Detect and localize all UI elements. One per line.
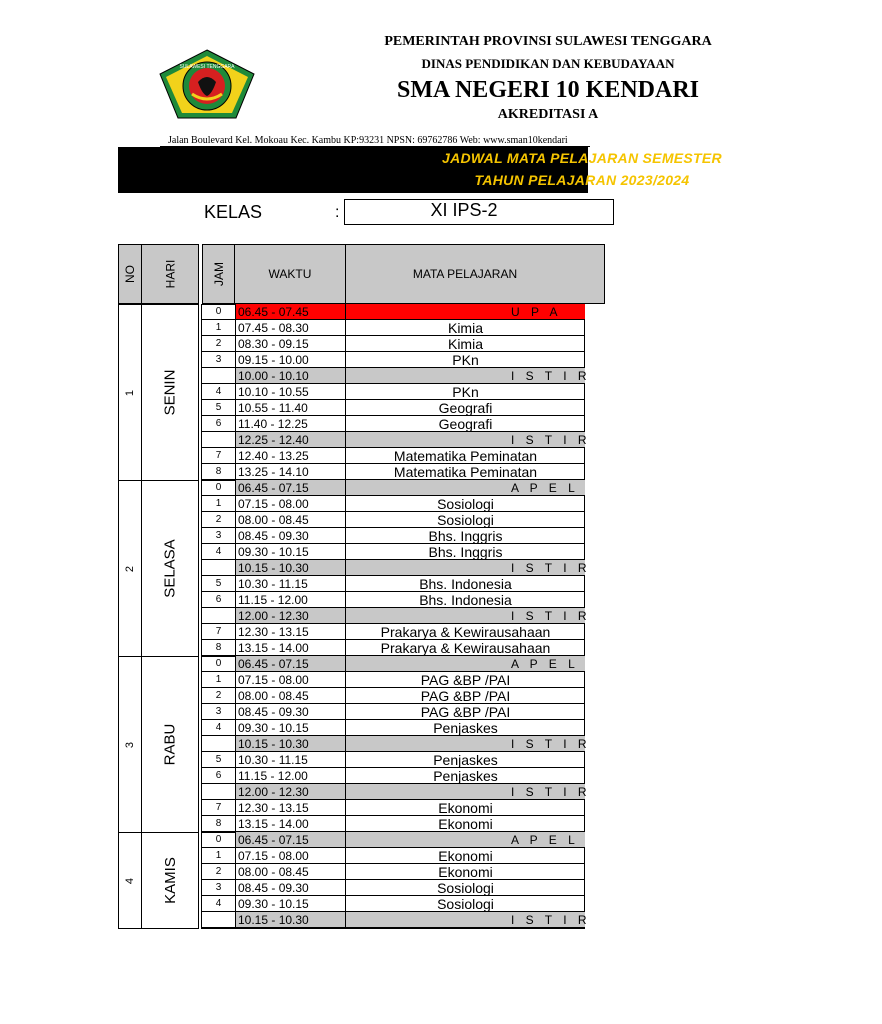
government-line: PEMERINTAH PROVINSI SULAWESI TENGGARA (384, 34, 712, 49)
jam-cell (202, 432, 235, 448)
break-cell: A P E L (345, 656, 585, 672)
subject-cell: PAG &BP /PAI (345, 688, 585, 704)
kelas-colon: : (335, 204, 340, 221)
jam-cell (202, 560, 235, 576)
logo-text: SULAWESI TENGGARA (179, 64, 235, 70)
time-cell: 08.00 - 08.45 (235, 864, 345, 880)
time-cell: 09.30 - 10.15 (235, 896, 345, 912)
time-cell: 11.15 - 12.00 (235, 768, 345, 784)
break-cell: U P A (345, 304, 585, 320)
jam-cell: 3 (202, 880, 235, 896)
subject-cell: PKn (345, 384, 585, 400)
day-number (118, 656, 142, 833)
subject-cell: Bhs. Indonesia (345, 592, 585, 608)
subject-cell: Ekonomi (345, 864, 585, 880)
time-cell: 12.25 - 12.40 (235, 432, 345, 448)
header-mapel-label: MATA PELAJARAN (412, 267, 518, 281)
time-cell: 08.45 - 09.30 (235, 704, 345, 720)
time-cell: 07.45 - 08.30 (235, 320, 345, 336)
subject-cell: PKn (345, 352, 585, 368)
time-cell: 13.25 - 14.10 (235, 464, 345, 480)
jam-cell: 1 (202, 672, 235, 688)
jam-cell: 2 (202, 336, 235, 352)
break-cell: A P E L (345, 480, 585, 496)
day-number (118, 832, 142, 929)
header-no-label: NO (123, 265, 137, 283)
subject-cell: PAG &BP /PAI (345, 704, 585, 720)
jam-cell: 6 (202, 416, 235, 432)
time-cell: 10.55 - 11.40 (235, 400, 345, 416)
break-cell: I S T I R (345, 736, 585, 752)
jam-cell: 4 (202, 896, 235, 912)
jam-cell: 0 (202, 656, 235, 672)
time-cell: 10.30 - 11.15 (235, 752, 345, 768)
time-cell: 06.45 - 07.15 (235, 832, 345, 848)
day-number (118, 304, 142, 481)
time-cell: 07.15 - 08.00 (235, 848, 345, 864)
day-name (141, 304, 199, 481)
time-cell: 10.15 - 10.30 (235, 736, 345, 752)
header-mapel (345, 244, 605, 304)
time-cell: 07.15 - 08.00 (235, 496, 345, 512)
subject-cell: PAG &BP /PAI (345, 672, 585, 688)
day-name (141, 480, 199, 657)
time-cell: 10.00 - 10.10 (235, 368, 345, 384)
subject-cell: Bhs. Inggris (345, 528, 585, 544)
time-cell: 08.00 - 08.45 (235, 512, 345, 528)
subject-cell: Prakarya & Kewirausahaan (345, 624, 585, 640)
header-no (118, 244, 142, 304)
time-cell: 08.00 - 08.45 (235, 688, 345, 704)
subject-cell: Kimia (345, 320, 585, 336)
day-number-label: 2 (124, 565, 136, 572)
time-cell: 12.00 - 12.30 (235, 784, 345, 800)
day-number-label: 3 (124, 741, 136, 748)
time-cell: 10.10 - 10.55 (235, 384, 345, 400)
jam-cell: 1 (202, 320, 235, 336)
jam-cell: 7 (202, 448, 235, 464)
day-name (141, 656, 199, 833)
header-jam (202, 244, 235, 304)
header-waktu (234, 244, 346, 304)
subject-cell: Ekonomi (345, 816, 585, 832)
subject-cell: Ekonomi (345, 848, 585, 864)
time-cell: 06.45 - 07.15 (235, 656, 345, 672)
subject-cell: Matematika Peminatan (345, 464, 585, 480)
jam-cell: 0 (202, 480, 235, 496)
subject-cell: Bhs. Indonesia (345, 576, 585, 592)
time-cell: 07.15 - 08.00 (235, 672, 345, 688)
jam-cell: 0 (202, 832, 235, 848)
time-cell: 06.45 - 07.15 (235, 480, 345, 496)
time-cell: 13.15 - 14.00 (235, 816, 345, 832)
time-cell: 08.45 - 09.30 (235, 880, 345, 896)
time-cell: 10.15 - 10.30 (235, 912, 345, 928)
time-cell: 09.15 - 10.00 (235, 352, 345, 368)
jam-cell: 6 (202, 592, 235, 608)
break-cell: I S T I R (345, 608, 585, 624)
jam-cell (202, 368, 235, 384)
jam-cell: 3 (202, 528, 235, 544)
day-name-label: RABU (161, 723, 179, 766)
subject-cell: Penjaskes (345, 768, 585, 784)
jam-cell: 4 (202, 720, 235, 736)
subject-cell: Ekonomi (345, 800, 585, 816)
time-cell: 12.40 - 13.25 (235, 448, 345, 464)
jam-cell (202, 912, 235, 928)
subject-cell: Sosiologi (345, 496, 585, 512)
time-cell: 12.30 - 13.15 (235, 800, 345, 816)
banner-title: JADWAL MATA PELAJARAN SEMESTER (442, 150, 722, 166)
jam-cell: 2 (202, 512, 235, 528)
subject-cell: Penjaskes (345, 752, 585, 768)
jam-cell: 0 (202, 304, 235, 320)
break-cell: I S T I R (345, 368, 585, 384)
province-logo-icon (158, 48, 256, 120)
time-cell: 10.30 - 11.15 (235, 576, 345, 592)
time-cell: 13.15 - 14.00 (235, 640, 345, 656)
kelas-value: XI IPS-2 (430, 200, 498, 220)
break-cell: I S T I R (345, 784, 585, 800)
jam-cell: 2 (202, 688, 235, 704)
subject-cell: Kimia (345, 336, 585, 352)
header-hari (141, 244, 199, 304)
jam-cell: 1 (202, 848, 235, 864)
day-number (118, 480, 142, 657)
jam-cell (202, 784, 235, 800)
department-line: DINAS PENDIDIKAN DAN KEBUDAYAAN (421, 56, 675, 71)
time-cell: 06.45 - 07.45 (235, 304, 345, 320)
header-jam-label: JAM (211, 262, 226, 286)
break-cell: I S T I R (345, 912, 585, 928)
jam-cell: 6 (202, 768, 235, 784)
day-name-label: KAMIS (161, 857, 179, 904)
subject-cell: Geografi (345, 416, 585, 432)
break-cell: A P E L (345, 832, 585, 848)
subject-cell: Geografi (345, 400, 585, 416)
subject-cell: Sosiologi (345, 896, 585, 912)
jam-cell: 1 (202, 496, 235, 512)
jam-cell: 4 (202, 544, 235, 560)
time-cell: 11.15 - 12.00 (235, 592, 345, 608)
day-name (141, 832, 199, 929)
subject-cell: Prakarya & Kewirausahaan (345, 640, 585, 656)
jam-cell: 2 (202, 864, 235, 880)
subject-cell: Sosiologi (345, 880, 585, 896)
time-cell: 08.30 - 09.15 (235, 336, 345, 352)
time-cell: 12.30 - 13.15 (235, 624, 345, 640)
jam-cell: 5 (202, 576, 235, 592)
break-cell: I S T I R (345, 560, 585, 576)
break-cell: I S T I R (345, 432, 585, 448)
subject-cell: Bhs. Inggris (345, 544, 585, 560)
jam-cell: 5 (202, 400, 235, 416)
jam-cell (202, 608, 235, 624)
header-waktu-label: WAKTU (268, 267, 312, 281)
school-name: SMA NEGERI 10 KENDARI (396, 77, 700, 103)
day-number-label: 4 (124, 877, 136, 884)
banner-year: TAHUN PELAJARAN 2023/2024 (474, 172, 690, 188)
jam-cell: 8 (202, 816, 235, 832)
day-name-label: SELASA (161, 539, 179, 598)
jam-cell (202, 736, 235, 752)
time-cell: 11.40 - 12.25 (235, 416, 345, 432)
jam-cell: 4 (202, 384, 235, 400)
jam-cell: 8 (202, 464, 235, 480)
school-address: Jalan Boulevard Kel. Mokoau Kec. Kambu KP:93231 NPSN: 69762786 Web: www.sman10kendari (168, 135, 568, 146)
header-hari-label: HARI (162, 259, 177, 289)
day-number-label: 1 (124, 389, 136, 396)
day-name-label: SENIN (161, 369, 179, 416)
jam-cell: 3 (202, 704, 235, 720)
accreditation: AKREDITASI A (497, 107, 599, 122)
subject-cell: Sosiologi (345, 512, 585, 528)
subject-cell: Penjaskes (345, 720, 585, 736)
jam-cell: 3 (202, 352, 235, 368)
time-cell: 09.30 - 10.15 (235, 720, 345, 736)
subject-cell: Matematika Peminatan (345, 448, 585, 464)
time-cell: 09.30 - 10.15 (235, 544, 345, 560)
time-cell: 12.00 - 12.30 (235, 608, 345, 624)
time-cell: 08.45 - 09.30 (235, 528, 345, 544)
jam-cell: 7 (202, 624, 235, 640)
time-cell: 10.15 - 10.30 (235, 560, 345, 576)
jam-cell: 8 (202, 640, 235, 656)
jam-cell: 5 (202, 752, 235, 768)
kelas-label: KELAS (204, 202, 263, 222)
jam-cell: 7 (202, 800, 235, 816)
